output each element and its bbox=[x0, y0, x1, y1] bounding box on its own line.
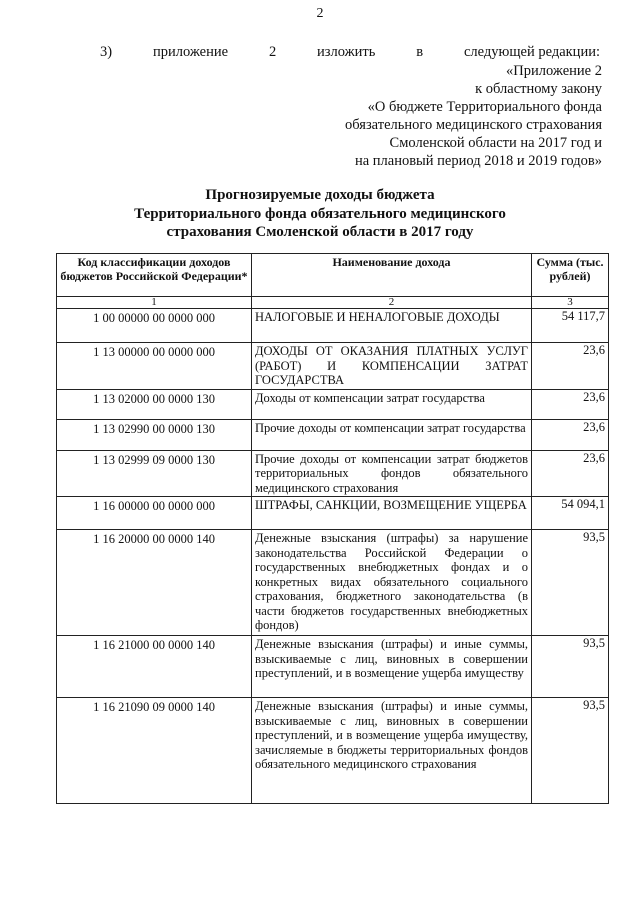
appendix-line: «Приложение 2 bbox=[506, 63, 602, 79]
document-title bbox=[0, 186, 640, 242]
title-line: Территориального фонда обязательного медицинского bbox=[134, 205, 506, 222]
column-number: 2 bbox=[252, 297, 532, 309]
row-sum: 23,6 bbox=[532, 419, 609, 450]
row-sum: 23,6 bbox=[532, 389, 609, 419]
row-code: 1 16 20000 00 0000 140 bbox=[57, 530, 252, 636]
row-sum: 93,5 bbox=[532, 698, 609, 804]
row-name: Прочие доходы от компенсации затрат бюджетов территориальных фондов обязательного медицинского страхования bbox=[252, 450, 532, 497]
appendix-line: к областному закону bbox=[475, 81, 602, 97]
row-code: 1 16 21000 00 0000 140 bbox=[57, 636, 252, 698]
table-row bbox=[57, 497, 609, 530]
table-row bbox=[57, 698, 609, 804]
row-name: Денежные взыскания (штрафы) и иные суммы, взыскиваемые с лиц, виновных в совершении преступлений, и в возмещение ущерба имуществу, зачисляемые в бюджеты территориальных фондов обязательного медицинского страхования bbox=[252, 698, 532, 804]
table-row bbox=[57, 389, 609, 419]
item-number: 3) bbox=[100, 44, 113, 60]
appendix-line: «О бюджете Территориального фонда bbox=[367, 99, 602, 115]
title-line: Прогнозируемые доходы бюджета bbox=[205, 187, 435, 203]
item-word-in: в bbox=[416, 44, 424, 60]
row-name: ДОХОДЫ ОТ ОКАЗАНИЯ ПЛАТНЫХ УСЛУГ (РАБОТ) И КОМПЕНСАЦИИ ЗАТРАТ ГОСУДАРСТВА bbox=[252, 343, 532, 390]
header-sum: Сумма (тыс. рублей) bbox=[532, 254, 609, 297]
row-name: Денежные взыскания (штрафы) за нарушение законодательства Российской Федерации о государственных внебюджетных фондах и о конкретных видах обязательного социального страхования, бюджетного законодательства (в части бюджетов государственных внебюджетных фондов) bbox=[252, 530, 532, 636]
row-sum: 54 117,7 bbox=[532, 309, 609, 343]
table-row bbox=[57, 419, 609, 450]
row-code: 1 13 00000 00 0000 000 bbox=[57, 343, 252, 390]
appendix-line: Смоленской области на 2017 год и bbox=[389, 135, 602, 151]
appendix-line: обязательного медицинского страхования bbox=[345, 117, 602, 133]
appendix-line: на плановый период 2018 и 2019 годов» bbox=[354, 153, 602, 169]
appendix-header bbox=[302, 62, 602, 170]
row-sum: 93,5 bbox=[532, 636, 609, 698]
title-line: страхования Смоленской области в 2017 году bbox=[166, 224, 474, 240]
row-code: 1 13 02999 09 0000 130 bbox=[57, 450, 252, 497]
row-name: Прочие доходы от компенсации затрат государства bbox=[252, 419, 532, 450]
table-row bbox=[57, 636, 609, 698]
header-name: Наименование дохода bbox=[252, 254, 532, 297]
table-row bbox=[57, 450, 609, 497]
column-number-row bbox=[57, 297, 609, 309]
item-appendix-number: 2 bbox=[268, 44, 277, 60]
row-code: 1 13 02990 00 0000 130 bbox=[57, 419, 252, 450]
column-number: 1 bbox=[57, 297, 252, 309]
income-table bbox=[56, 253, 609, 804]
row-name: НАЛОГОВЫЕ И НЕНАЛОГОВЫЕ ДОХОДЫ bbox=[252, 309, 532, 343]
row-name: ШТРАФЫ, САНКЦИИ, ВОЗМЕЩЕНИЕ УЩЕРБА bbox=[252, 497, 532, 530]
row-code: 1 16 21090 09 0000 140 bbox=[57, 698, 252, 804]
row-code: 1 16 00000 00 0000 000 bbox=[57, 497, 252, 530]
row-code: 1 00 00000 00 0000 000 bbox=[57, 309, 252, 343]
item-word-appendix: приложение bbox=[152, 44, 229, 60]
table-row bbox=[57, 530, 609, 636]
row-code: 1 13 02000 00 0000 130 bbox=[57, 389, 252, 419]
item-word-edition: следующей редакции: bbox=[463, 44, 600, 60]
row-name: Доходы от компенсации затрат государства bbox=[252, 389, 532, 419]
table-row bbox=[57, 309, 609, 343]
row-name: Денежные взыскания (штрафы) и иные суммы, взыскиваемые с лиц, виновных в совершении преступлений, и в возмещение ущерба имуществу bbox=[252, 636, 532, 698]
row-sum: 23,6 bbox=[532, 450, 609, 497]
row-sum: 54 094,1 bbox=[532, 497, 609, 530]
header-code: Код классификации доходов бюджетов Российской Федерации* bbox=[57, 254, 252, 297]
row-sum: 93,5 bbox=[532, 530, 609, 636]
column-number: 3 bbox=[532, 297, 609, 309]
row-sum: 23,6 bbox=[532, 343, 609, 390]
table-header-row bbox=[57, 254, 609, 297]
item-word-set-out: изложить bbox=[317, 44, 376, 60]
amendment-item-line bbox=[100, 44, 600, 61]
page-number: 2 bbox=[316, 6, 324, 21]
table-row bbox=[57, 343, 609, 390]
